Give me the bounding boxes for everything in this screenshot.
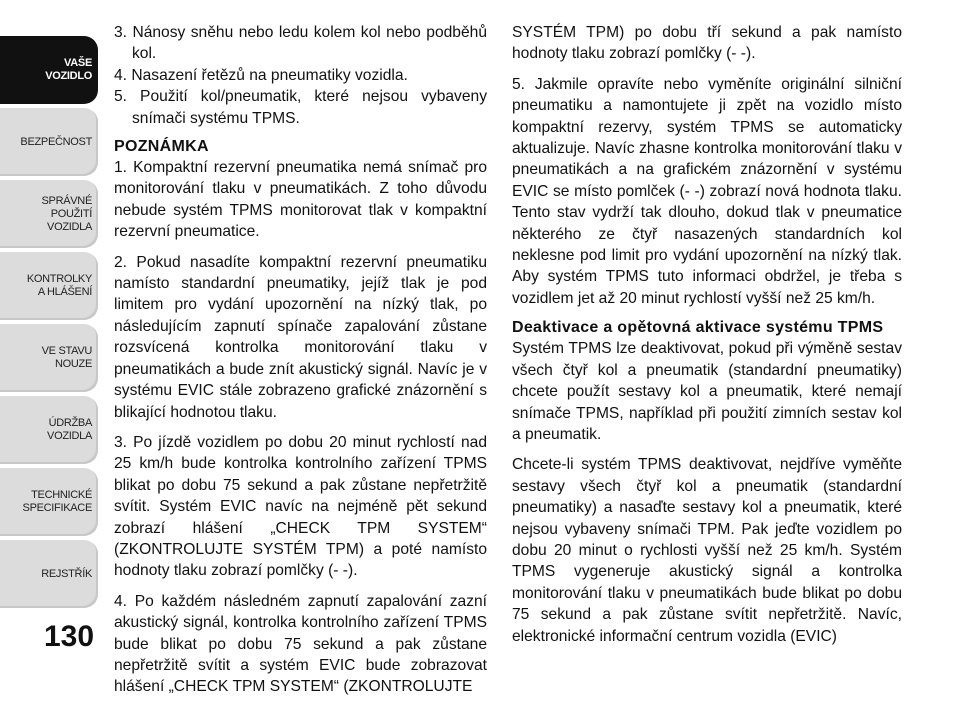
note-paragraph: 4. Po každém následném zapnutí zapalování zazní akustický signál, kontrolka kontrolního zařízení TPMS bude blikat po dobu 75 sekund a pak zůstane nepřetržitě svítit a systém EVIC bude zobrazovat hlášení „CHECK TPM SYSTEM“ (ZKONTROLUJTE bbox=[114, 592, 487, 696]
chapter-tabs bbox=[0, 0, 100, 678]
tab-label: VAŠE VOZIDLO bbox=[45, 57, 92, 82]
tab-vase-vozidlo[interactable] bbox=[0, 36, 98, 104]
tab-label: TECHNICKÉ SPECIFIKACE bbox=[22, 489, 92, 514]
tab-rejstrik[interactable] bbox=[0, 540, 98, 608]
tab-bezpecnost[interactable] bbox=[0, 108, 98, 176]
tab-label: ÚDRŽBA VOZIDLA bbox=[47, 417, 92, 442]
list-item: 5. Použití kol/pneumatik, které nejsou vybaveny snímači systému TPMS. bbox=[114, 88, 487, 127]
tab-udrzba-vozidla[interactable] bbox=[0, 396, 98, 464]
tab-spravne-pouziti-vozidla[interactable] bbox=[0, 180, 98, 248]
note-paragraph: 2. Pokud nasadíte kompaktní rezervní pneumatiku namísto standardní pneumatiky, jejíž tlak je pod limitem pro vydání upozornění na nízký tlak, po následujícím zapnutí spínače zapalování zůstane rozsvícená kontrolka monitorování tlaku v pneumatikách a bude znít akustický signál. Navíc je v systému EVIC stále zobrazeno grafické znázornění s blikající hodnotou tlaku. bbox=[114, 253, 487, 421]
tab-label: REJSTŘÍK bbox=[41, 567, 92, 580]
continuation-paragraph: SYSTÉM TPM) po dobu tří sekund a pak namísto hodnoty tlaku zobrazí pomlčky (- -). bbox=[512, 24, 902, 63]
right-column bbox=[512, 22, 902, 656]
list-item: 4. Nasazení řetězů na pneumatiky vozidla. bbox=[114, 66, 408, 84]
section-paragraph: Chcete-li systém TPMS deaktivovat, nejdříve vyměňte sestavy všech čtyř kol a pneumatik (standardní pneumatiky) a nasaďte sestavy kol a pneumatik, které nejsou vybaveny snímači TPM. Pak jeďte vozidlem po dobu 20 minut o rychlosti vyšší než 25 km/h. Systém TPMS vygeneruje akustický signál a kontrolka monitorování tlaku v pneumatikách bude blikat po dobu 75 sekund a pak zůstane svítit nepřetržitě. Navíc, elektronické informační centrum vozidla (EVIC) bbox=[512, 456, 902, 645]
section-paragraph: Systém TPMS lze deaktivovat, pokud při výměně sestav všech čtyř kol a pneumatik (standardní pneumatiky) chcete použít sestavy kol a pneumatik, které nemají snímače TPMS, například při použití zimních sestav kol a pneumatik. bbox=[512, 340, 902, 443]
left-column bbox=[114, 22, 487, 707]
tab-technicke-specifikace[interactable] bbox=[0, 468, 98, 536]
list-item: 3. Nánosy sněhu nebo ledu kolem kol nebo podběhů kol. bbox=[114, 24, 487, 63]
note-paragraph: 3. Po jízdě vozidlem po dobu 20 minut rychlostí nad 25 km/h bude kontrolka kontrolního zařízení TPMS blikat po dobu 75 sekund a pak zůstane nepřetržitě svítit. Systém EVIC navíc na nejméně pět sekund zobrazí hlášení „CHECK TPM SYSTEM“ (ZKONTROLUJTE SYSTÉM TPM) a poté namísto hodnoty tlaku zobrazí pomlčky (- -). bbox=[114, 433, 487, 580]
tab-label: KONTROLKY A HLÁŠENÍ bbox=[26, 273, 92, 298]
note-heading: POZNÁMKA bbox=[114, 138, 209, 156]
tab-label: BEZPEČNOST bbox=[20, 135, 92, 148]
tab-ve-stavu-nouze[interactable] bbox=[0, 324, 98, 392]
tab-kontrolky-a-hlaseni[interactable] bbox=[0, 252, 98, 320]
note-paragraph: 1. Kompaktní rezervní pneumatika nemá snímač pro monitorování tlaku v pneumatikách. Z toho důvodu nebude systém TPMS monitorovat tlak v kompaktní rezervní pneumatice. bbox=[114, 159, 487, 241]
page-number: 130 bbox=[44, 620, 95, 653]
tab-label: SPRÁVNÉ POUŽITÍ VOZIDLA bbox=[41, 194, 92, 233]
tab-label: VE STAVU NOUZE bbox=[41, 345, 92, 370]
note-paragraph: 5. Jakmile opravíte nebo vyměníte originální silniční pneumatiku a namontujete ji zpět na vozidlo místo kompaktní rezervy, systém TPMS se automaticky aktualizuje. Navíc zhasne kontrolka monitorování tlaku v pneumatikách a na grafickém znázornění v systému EVIC se místo pomlček (- -) zobrazí nová hodnota tlaku. Tento stav vydrží tak dlouho, dokud tlak v pneumatice některého ze čtyř nasazených standardních kol neklesne pod limit pro vydání upozornění na nízký tlak. Aby systém TPMS tuto informaci obdržel, je třeba s vozidlem jet až 20 minut rychlostí vyšší než 25 km/h. bbox=[512, 75, 902, 307]
section-heading: Deaktivace a opětovná aktivace systému TPMS bbox=[512, 319, 884, 337]
